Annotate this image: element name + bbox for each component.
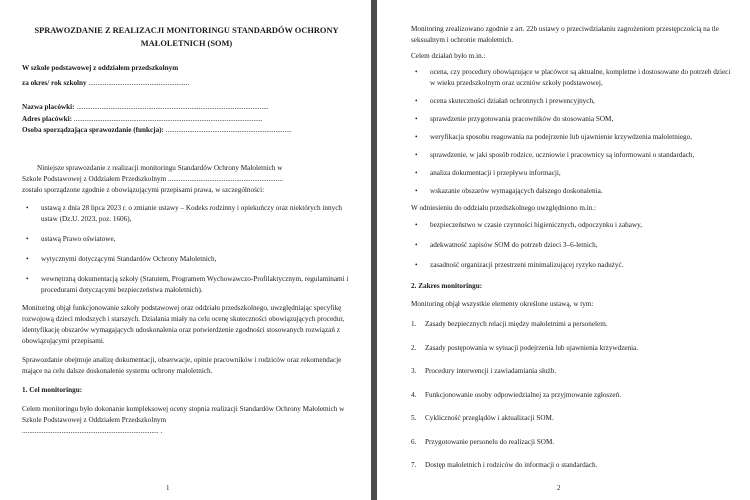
school-year-dots: ........................................................ bbox=[86, 78, 190, 87]
bullet-icon: • bbox=[415, 187, 418, 195]
list-item bbox=[411, 437, 732, 448]
school-type-label: W szkole podstawowej z oddziałem przedszkolnym bbox=[22, 64, 179, 72]
list-number: 5. bbox=[411, 414, 417, 422]
bullet-icon: • bbox=[26, 274, 29, 283]
list-number: 3. bbox=[411, 367, 417, 375]
legal-reference-text: Monitoring zrealizowano zgodnie z art. 22b ustawy o przeciwdziałaniu zagrożeniom przestępczością na tle seksualnym i ochronie małoletnich. bbox=[411, 25, 719, 44]
bullet-icon: • bbox=[415, 97, 418, 105]
section-heading-goal: 1. Cel monitoringu: bbox=[22, 385, 83, 394]
section-heading-scope: 2. Zakres monitoringu: bbox=[411, 282, 483, 290]
bullet-icon: • bbox=[415, 261, 418, 269]
list-item-text: Funkcjonowanie osoby odpowiedzialnej za przyjmowanie zgłoszeń. bbox=[425, 390, 622, 399]
intro-line-2: Szkole Podstawowej z Oddziałem Przedszkolnym ................................................................ bbox=[22, 174, 283, 183]
list-item bbox=[411, 366, 732, 377]
list-item bbox=[411, 67, 732, 89]
bullet-icon: • bbox=[26, 234, 29, 243]
bullet-icon: • bbox=[415, 241, 418, 249]
field-label: Nazwa placówki: bbox=[22, 103, 75, 111]
list-item bbox=[411, 150, 732, 161]
bullet-icon: • bbox=[415, 68, 418, 76]
bullet-icon: • bbox=[415, 151, 418, 159]
list-number: 1. bbox=[411, 320, 417, 328]
list-item-text: Cykliczność przeglądów i aktualizacji SOM. bbox=[425, 414, 554, 422]
list-item-text: ustawą Prawo oświatowe, bbox=[41, 234, 116, 243]
list-item-text: analiza dokumentacji i przepływu informacji, bbox=[430, 169, 561, 177]
list-item bbox=[411, 240, 732, 251]
list-item-text: Przygotowanie personelu do realizacji SOM. bbox=[425, 437, 555, 446]
list-item bbox=[411, 168, 732, 179]
list-item-text: ocena skuteczności działań ochronnych i prewencyjnych, bbox=[430, 97, 595, 105]
school-year-label: za okres/ rok szkolny bbox=[22, 78, 87, 87]
header-fields bbox=[22, 102, 351, 137]
section-goal-dots: ............................................................................ . bbox=[22, 426, 163, 435]
field-dots: ...................................................................... bbox=[163, 126, 292, 134]
preschool-label: W odniesieniu do oddziału przedszkolnego uwzględniono m.in.: bbox=[411, 204, 597, 212]
list-number: 7. bbox=[411, 461, 417, 469]
list-item-text: sprawdzenie, w jaki sposób rodzice, uczniowie i pracownicy są informowani o standardach, bbox=[430, 151, 695, 159]
list-item bbox=[411, 186, 732, 197]
bullet-icon: • bbox=[415, 221, 418, 229]
list-item-text: bezpieczeństwo w czasie czynności higienicznych, odpoczynku i zabawy, bbox=[430, 221, 643, 229]
bullet-icon: • bbox=[26, 203, 29, 212]
list-item bbox=[411, 343, 732, 354]
goals-list bbox=[411, 67, 732, 197]
list-item bbox=[411, 319, 732, 330]
list-item-text: Zasady postępowania w sytuacji podejrzenia lub ujawnienia krzywdzenia. bbox=[425, 343, 639, 352]
list-item bbox=[411, 413, 732, 424]
list-item bbox=[22, 274, 351, 296]
legal-basis-list bbox=[22, 203, 351, 296]
paragraph-scope: Monitoring objął funkcjonowanie szkoły podstawowej oraz oddziału przedszkolnego, uwzględniając specyfikę rozwojową dzieci młodszych i starszych. Działania miały na celu ocenę skuteczności obowiązujących procedur, identyfikację obszarów wymagających udoskonalenia oraz potwierdzenie zgodności stosowanych rozwiązań z obowiązującymi przepisami. bbox=[22, 303, 345, 345]
list-item-text: zasadność organizacji przestrzeni minimalizującej ryzyko nadużyć. bbox=[430, 261, 624, 269]
list-item bbox=[22, 203, 351, 225]
goals-label: Celem działań było m.in.: bbox=[411, 52, 486, 60]
intro-line-1: Niniejsze sprawozdanie z realizacji monitoringu Standardów Ochrony Małoletnich w bbox=[37, 163, 283, 172]
list-item-text: sprawdzenie przygotowania pracowników do stosowania SOM, bbox=[430, 115, 614, 123]
field-label: Adres placówki: bbox=[22, 114, 72, 123]
list-item bbox=[411, 132, 732, 143]
list-item bbox=[411, 96, 732, 107]
list-item bbox=[411, 220, 732, 231]
list-item bbox=[411, 114, 732, 125]
list-item-text: adekwatność zapisów SOM do potrzeb dzieci 3–6-letnich, bbox=[430, 241, 598, 249]
page-number: 2 bbox=[557, 484, 561, 492]
list-item-text: Procedury interwencji i zawiadamiania służb. bbox=[425, 367, 557, 375]
bullet-icon: • bbox=[415, 133, 418, 141]
field-author bbox=[22, 125, 351, 137]
list-item-text: wytycznymi dotyczącymi Standardów Ochrony Małoletnich, bbox=[41, 254, 217, 263]
list-item bbox=[411, 260, 732, 271]
document-title: SPRAWOZDANIE Z REALIZACJI MONITORINGU STANDARDÓW OCHRONY MAŁOLETNICH (SOM) bbox=[34, 26, 339, 48]
bullet-icon: • bbox=[415, 169, 418, 177]
list-item-text: Zasady bezpiecznych relacji między małoletnimi a personelem. bbox=[425, 320, 608, 328]
preschool-list bbox=[411, 220, 732, 271]
field-facility-name bbox=[22, 102, 351, 114]
section-goal-text: Celem monitoringu było dokonanie kompleksowej oceny stopnia realizacji Standardów Ochrony Małoletnich w Szkole Podstawowej z Oddziałem Przedszkolnym bbox=[22, 404, 345, 424]
page-1 bbox=[0, 0, 371, 500]
list-number: 6. bbox=[411, 437, 417, 446]
field-facility-address bbox=[22, 114, 351, 126]
list-item-text: ustawą z dnia 28 lipca 2023 r. o zmianie ustawy – Kodeks rodzinny i opiekuńczy oraz niektórych innych ustaw (Dz.U. 2023, poz. 1606), bbox=[41, 203, 342, 223]
list-item-text: wskazanie obszarów wymagających dalszego doskonalenia. bbox=[430, 187, 603, 195]
bullet-icon: • bbox=[26, 254, 29, 263]
list-item bbox=[411, 460, 732, 471]
paragraph-summary: Sprawozdanie obejmuje analizę dokumentacji, obserwacje, opinie pracowników i rodziców oraz rekomendacje mające na celu dalsze doskonalenie systemu ochrony małoletnich. bbox=[22, 355, 342, 375]
page-number: 1 bbox=[166, 484, 170, 492]
bullet-icon: • bbox=[415, 115, 418, 123]
list-item bbox=[22, 234, 351, 245]
field-dots: ........................................................................................................... bbox=[74, 103, 269, 111]
intro-line-3: zostało sporządzone zgodnie z obowiązującymi przepisami prawa, w szczególności: bbox=[22, 185, 265, 194]
list-item-text: wewnętrzną dokumentacją szkoły (Statutem, Programem Wychowawczo-Profilaktycznym, regulaminami i procedurami dotyczącymi bezpieczeństwa małoletnich). bbox=[41, 274, 349, 294]
list-number: 2. bbox=[411, 343, 417, 352]
field-label: Osoba sporządzająca sprawozdanie (funkcja): bbox=[22, 126, 164, 134]
list-number: 4. bbox=[411, 390, 417, 399]
school-year-field bbox=[22, 78, 351, 90]
page-2 bbox=[377, 0, 750, 500]
list-item-text: weryfikacja sposobu reagowania na podejrzenie lub ujawnienie krzywdzenia małoletniego, bbox=[430, 133, 693, 141]
field-dots: ......................................................................................................... bbox=[71, 114, 263, 123]
list-item-text: ocena, czy procedury obowiązujące w placówce są aktualne, kompletne i dostosowane do potrzeb dzieci w wieku przedszkolnym oraz uczniów szkoły podstawowej, bbox=[430, 68, 731, 87]
scope-list bbox=[411, 319, 732, 471]
list-item-text: Dostęp małoletnich i rodziców do informacji o standardach. bbox=[425, 461, 598, 469]
list-item bbox=[411, 390, 732, 401]
list-item bbox=[22, 254, 351, 265]
section-scope-text: Monitoring objął wszystkie elementy określone ustawą, w tym: bbox=[411, 300, 594, 308]
